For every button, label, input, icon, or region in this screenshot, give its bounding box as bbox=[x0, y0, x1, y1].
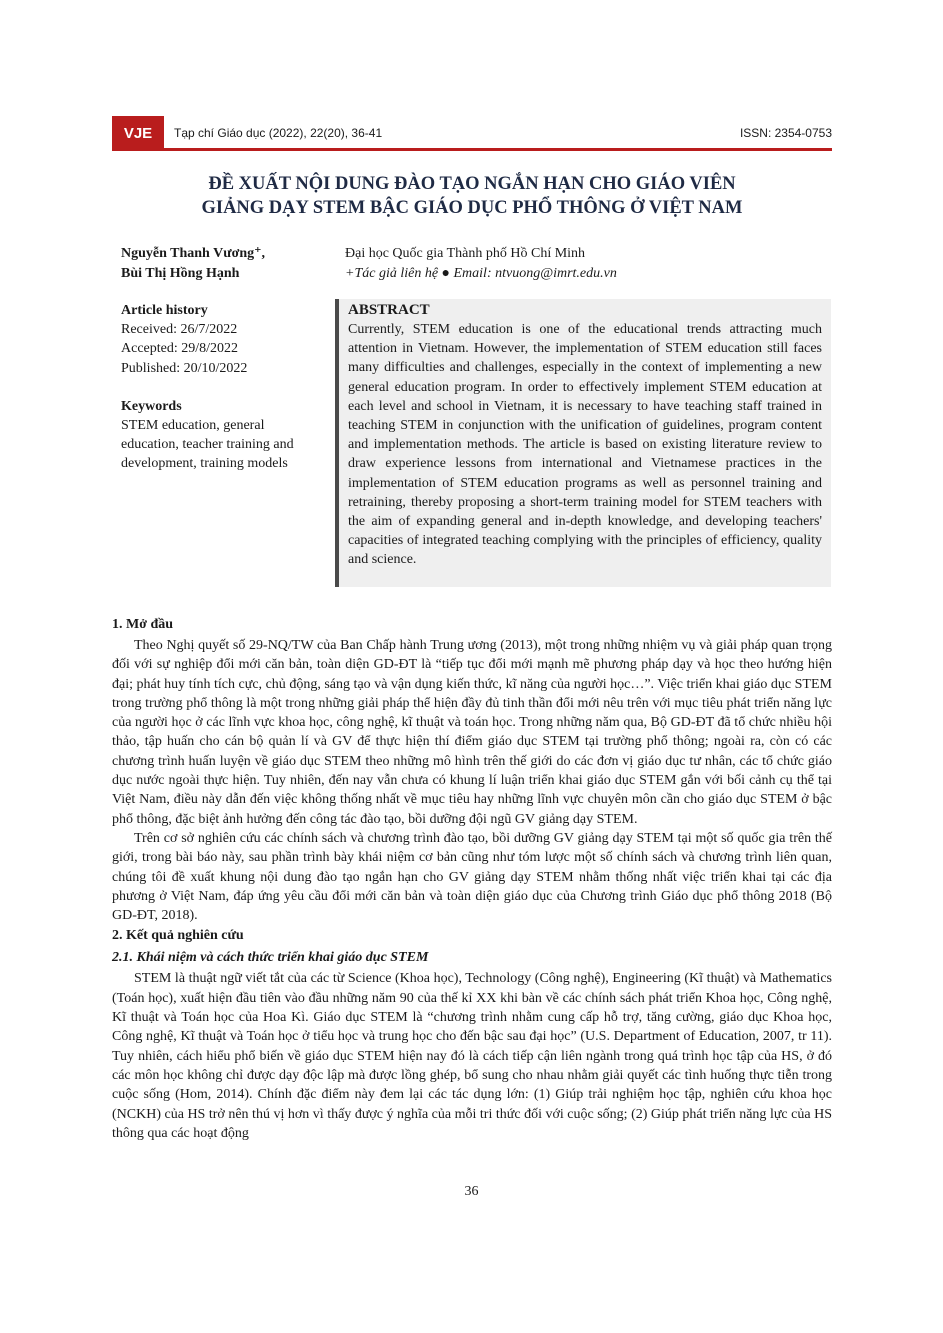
title-line-2: GIẢNG DẠY STEM BẬC GIÁO DỤC PHỔ THÔNG Ở VIỆT NAM bbox=[201, 198, 743, 218]
header-rule bbox=[112, 148, 832, 151]
keywords-heading: Keywords bbox=[121, 398, 182, 414]
author-1: Nguyễn Thanh Vương⁺, bbox=[121, 246, 266, 261]
keywords-list: STEM education, general education, teacher training and development, training models bbox=[121, 418, 294, 472]
paper-title bbox=[112, 172, 832, 220]
abstract-box bbox=[335, 299, 831, 587]
paragraph-2: Trên cơ sở nghiên cứu các chính sách và chương trình đào tạo, bồi dưỡng GV giảng dạy STEM tại một số quốc gia trên thế giới, trong bài báo này, sau phần trình bày khái niệm cơ bản cũng như tóm lược một số chính sách và chương trình liên quan, chúng tôi đề xuất khung nội dung đào tạo ngắn hạn cho GV giảng dạy STEM nhằm thống nhất việc triển khai tại các địa phương ở Việt Nam, đáp ứng yêu cầu đổi mới căn bản và toàn diện giáo dục của Chương trình Giáo dục phổ thông 2018 (Bộ GD-ĐT, 2018). bbox=[112, 830, 832, 924]
article-history-heading: Article history bbox=[121, 303, 208, 318]
issn: ISSN: 2354-0753 bbox=[739, 126, 832, 140]
paragraph-1: Theo Nghị quyết số 29-NQ/TW của Ban Chấp hành Trung ương (2013), một trong những nhiệm vụ và giải pháp quan trọng đối với sự nghiệp đổi mới căn bản, toàn diện GD-ĐT là “tiếp tục đổi mới mạnh mẽ phương pháp dạy và học theo hướng hiện đại; phát huy tính tích cực, chủ động, sáng tạo và vận dụng kiến thức, kĩ năng của người học…”. Việc triển khai giáo dục STEM trong trường phổ thông là một trong những giải pháp thể hiện đầy đủ tinh thần đổi mới nêu trên với mục tiêu phát triển năng lực của người học ở các lĩnh vực khoa học, công nghệ, kĩ thuật và toán học. Trong những năm qua, Bộ GD-ĐT đã tổ chức nhiều hội thảo, tập huấn cho cán bộ quản lí và GV để thực hiện thí điểm giáo dục STEM tại trường phổ thông; ngoài ra, còn có các chương trình huấn luyện về giáo dục STEM theo những mô hình trên thế giới do các đơn vị giáo dục tư nhân, các tổ chức giáo dục nước ngoài thực hiện. Tuy nhiên, đến nay vẫn chưa có khung lí luận triển khai giáo dục STEM gắn với bối cảnh cụ thể tại Việt Nam, điều này dẫn đến việc không thống nhất về mục tiêu hay những lĩnh vực chuyên môn cần cho giáo dục STEM ở bậc phổ thông, đặc biệt ảnh hưởng đến công tác đào tạo, bồi dưỡng đội ngũ GV giảng dạy STEM. bbox=[112, 638, 832, 827]
affiliation-block bbox=[345, 244, 617, 284]
journal-header bbox=[112, 114, 832, 150]
author-list bbox=[121, 244, 265, 284]
affiliation: Đại học Quốc gia Thành phố Hồ Chí Minh bbox=[345, 246, 586, 261]
article-body bbox=[112, 614, 832, 1143]
author-2: Bùi Thị Hồng Hạnh bbox=[121, 266, 240, 281]
article-sidebar bbox=[121, 301, 301, 474]
corresponding-author: +Tác giả liên hệ ● Email: ntvuong@imrt.edu.vn bbox=[345, 266, 617, 281]
abstract-heading: ABSTRACT bbox=[348, 302, 430, 318]
published-date: Published: 20/10/2022 bbox=[121, 360, 248, 376]
vje-logo: VJE bbox=[112, 116, 164, 150]
journal-citation: Tạp chí Giáo dục (2022), 22(20), 36-41 bbox=[174, 126, 383, 140]
abstract-text: Currently, STEM education is one of the educational trends attracting much attention in Vietnam. However, the implementation of STEM education still faces many difficulties and challenges, especially in the context of implementing a new general education program. In order to effectively implement STEM education at each level and school in Vietnam, it is necessary to have teaching staff trained in teaching STEM in conjunction with the unification of guidelines, program content and implementation methods. The article is based on existing literature review to draw experience lessons from international and Vietnamese practices in the implementation of STEM education programs as well as personnel training and retraining, thereby proposing a short-term training model for STEM teachers with the aim of expanding general and in-depth knowledge, and developing teachers' capacities of integrated teaching complying with the principles of efficiency, quality and science. bbox=[348, 322, 822, 568]
section-2-heading: 2. Kết quả nghiên cứu bbox=[112, 928, 244, 944]
section-2-1-heading: 2.1. Khái niệm và cách thức triển khai giáo dục STEM bbox=[112, 950, 429, 966]
title-line-1: ĐỀ XUẤT NỘI DUNG ĐÀO TẠO NGẮN HẠN CHO GIÁO VIÊN bbox=[208, 174, 736, 194]
section-1-heading: 1. Mở đầu bbox=[112, 617, 174, 632]
received-date: Received: 26/7/2022 bbox=[121, 322, 238, 338]
accepted-date: Accepted: 29/8/2022 bbox=[121, 341, 239, 357]
page-number: 36 bbox=[464, 1184, 479, 1199]
paragraph-3: STEM là thuật ngữ viết tắt của các từ Science (Khoa học), Technology (Công nghệ), Engineering (Kĩ thuật) và Mathematics (Toán học), xuất hiện đầu tiên vào đầu những năm 90 của thế kỉ XX khi bàn về các chính sách phát triển Khoa học, Công nghệ, Kĩ thuật và Toán học của Hoa Kì. Giáo dục STEM là “chương trình nhằm cung cấp hỗ trợ, tăng cường, giáo dục Khoa học, Công nghệ, Kĩ thuật và Toán học ở tiểu học và trung học cho đến bậc sau đại học” (U.S. Department of Education, 2007, tr 11). Tuy nhiên, cách hiểu phổ biến về giáo dục STEM hiện nay đó là cách tiếp cận liên ngành trong quá trình học tập của HS, ở đó các môn học không chỉ được dạy độc lập mà được lồng ghép, bổ sung cho nhau nhằm giải quyết các tình huống thực tiễn trong cuộc sống (Hom, 2014). Chính đặc điểm này đem lại các tác dụng lớn: (1) Giúp trải nghiệm học tập, nghiên cứu khoa học (NCKH) của HS trở nên thú vị hơn vì thấy được ý nghĩa của mỗi tri thức đối với cuộc sống; (2) Giúp phát triển năng lực của HS thông qua các hoạt động bbox=[112, 971, 832, 1141]
